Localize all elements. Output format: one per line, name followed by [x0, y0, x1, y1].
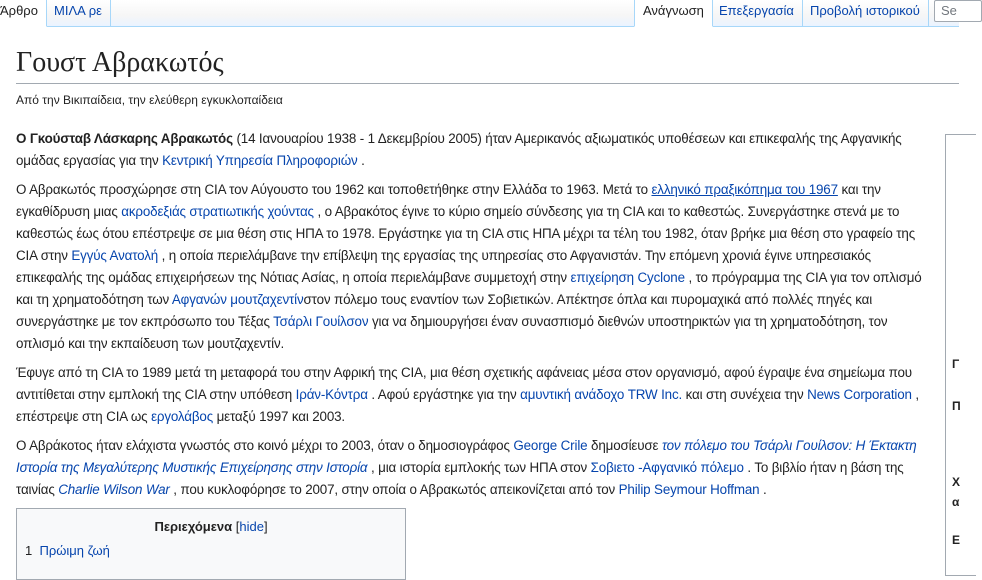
subject-name: Ο Γκούσταβ Λάσκαρης Αβρακωτός [16, 131, 233, 146]
link-near-east[interactable]: Εγγύς Ανατολή [71, 248, 159, 263]
text: και στη συνέχεια την [682, 387, 808, 402]
text: , που κυκλοφόρησε το 2007, στην οποία ο Αβρακωτός απεικονίζεται από τον [169, 482, 619, 497]
tab-article[interactable]: Άρθρο [0, 0, 47, 27]
text: δημοσίευσε [587, 438, 662, 453]
text: Ο Αβρακωτός προσχώρησε στη CIA τον Αύγουστο του 1962 και τοποθετήθηκε στην Ελλάδα το 1963. Μετά το [16, 182, 652, 197]
link-trw[interactable]: αμυντική ανάδοχο TRW Inc. [520, 387, 683, 402]
tab-edit[interactable]: Επεξεργασία [711, 0, 803, 26]
infobox [945, 134, 976, 576]
text: και την εγκαθίδρυση μιας [16, 182, 881, 219]
paragraph-intro [16, 128, 932, 172]
text: . [357, 153, 365, 168]
tab-read[interactable]: Ανάγνωση [634, 0, 713, 27]
toc-link[interactable]: Πρώιμη ζωή [39, 543, 110, 558]
text: Έφυγε από τη CIA το 1989 μετά τη μεταφορά του στην Αφρική της CIA, μια θέση σχετικής αφάνειας μέσα στον οργανισμό, αφού έγραψε ένα σημείωμα που αντιτίθεται στην εμπλοκή της CIA στην υπόθεση [16, 365, 912, 402]
toc-title: Περιεχόμενα [154, 519, 233, 534]
article-body [16, 128, 932, 508]
link-cia[interactable]: Κεντρική Υπηρεσία Πληροφοριών [162, 153, 358, 168]
toc-hide-link[interactable]: hide [239, 519, 264, 534]
toc-item[interactable] [25, 543, 110, 558]
tab-talk[interactable]: ΜΙΛΑ ρε [46, 0, 111, 26]
link-operation-cyclone[interactable]: επιχείρηση Cyclone [570, 270, 685, 285]
infobox-label: Γ [952, 357, 960, 371]
text: , επέστρεψε στη CIA ως [16, 387, 919, 424]
link-soviet-afghan-war[interactable]: Σοβιετο -Αφγανικό πόλεμο [590, 460, 744, 475]
paragraph-later [16, 362, 932, 428]
link-coup-1967[interactable]: ελληνικό πραξικόπημα του 1967 [651, 182, 838, 197]
text: Ο Αβράκοτος ήταν ελάχιστα γνωστός στο κοινό μέχρι το 2003, όταν ο δημοσιογράφος [16, 438, 514, 453]
text: . Το βιβλίο ήταν η βάση της ταινίας [16, 460, 904, 497]
infobox-label: Χ [952, 475, 961, 489]
text: , ο Αβρακότος έγινε το κύριο σημείο σύνδεσης για τη CIA και το καθεστώς. Συνεργάστηκε στενά με το καθεστώς έως ότου επέστρεψε σε μια θέση στις ΗΠΑ το 1978. Εργάστηκε για τη CIA στις ΗΠΑ μέχρι τα τέλη του 1982, όταν βρήκε μια θέση στο γραφείο της CIA στην [16, 204, 916, 263]
link-iran-contra[interactable]: Ιράν-Κόντρα [295, 387, 368, 402]
link-mujahideen[interactable]: Αφγανών μουτζαχεντίν [171, 292, 304, 307]
link-hoffman[interactable]: Philip Seymour Hoffman [618, 482, 760, 497]
search-input[interactable]: Se [934, 0, 982, 22]
link-junta[interactable]: ακροδεξιάς στρατιωτικής χούντας [121, 204, 314, 219]
link-contractor[interactable]: εργολάβος [151, 409, 214, 424]
text: μεταξύ 1997 και 2003. [213, 409, 346, 424]
text: στον πόλεμο τους εναντίον των Σοβιετικών. Απέκτησε όπλα και πυρομαχικά από πολλές πηγές και συνεργάστηκε με τον εκπρόσωπο του Τέξας [16, 292, 873, 329]
infobox-label: Ε [952, 533, 961, 547]
text: , η οποία περιελάμβανε την επίβλεψη της εργασίας της υπηρεσίας στο Αφγανιστάν. Την επόμενη χρονιά έγινε υπηρεσιακός επικεφαλής της ομάδας επιχειρήσεων της Νότιας Ασίας, η οποία περιελάμβανε συμμετοχή στην [16, 248, 871, 285]
text: , το πρόγραμμα της CIA για τον οπλισμό και τη χρηματοδότηση των [16, 270, 922, 307]
paragraph-legacy [16, 435, 932, 501]
text: . [759, 482, 767, 497]
page-title: Γουστ Αβρακωτός [16, 47, 959, 84]
top-navigation [0, 0, 959, 27]
paragraph-career [16, 179, 932, 355]
infobox-label: α [952, 495, 960, 509]
text: , μια ιστορία εμπλοκής των ΗΠΑ στον [367, 460, 591, 475]
tab-history[interactable]: Προβολή ιστορικού [802, 0, 929, 26]
link-book[interactable]: τον πόλεμο του Τσάρλι Γουίλσον: Η Έκτακτη Ιστορία της Μεγαλύτερης Μυστικής Επιχείρησης στην Ιστορία [16, 438, 917, 475]
link-news-corp[interactable]: News Corporation [807, 387, 912, 402]
toc-number: 1 [25, 543, 33, 558]
text: . Αφού εργάστηκε για την [367, 387, 521, 402]
link-charlie-wilson[interactable]: Τσάρλι Γουίλσον [273, 314, 369, 329]
text: (14 Ιανουαρίου 1938 - 1 Δεκεμβρίου 2005) ήταν Αμερικανός αξιωματικός υποθέσεων και επικεφαλής της Αφγανικής ομάδας εργασίας για την [16, 131, 902, 168]
table-of-contents: Περιεχόμενα [hide] 1 Πρώιμη ζωή [16, 508, 406, 580]
text: για να δημιουργήσει έναν συνασπισμό διεθνών υποστηρικτών για τη χρηματοδότηση, τον οπλισμό και την εκπαίδευση των μουτζαχεντίν. [16, 314, 888, 351]
site-subtitle: Από την Βικιπαίδεια, την ελεύθερη εγκυκλοπαίδεια [16, 93, 283, 107]
infobox-label: Π [952, 399, 961, 413]
link-george-crile[interactable]: George Crile [513, 438, 588, 453]
link-film[interactable]: Charlie Wilson War [58, 482, 170, 497]
